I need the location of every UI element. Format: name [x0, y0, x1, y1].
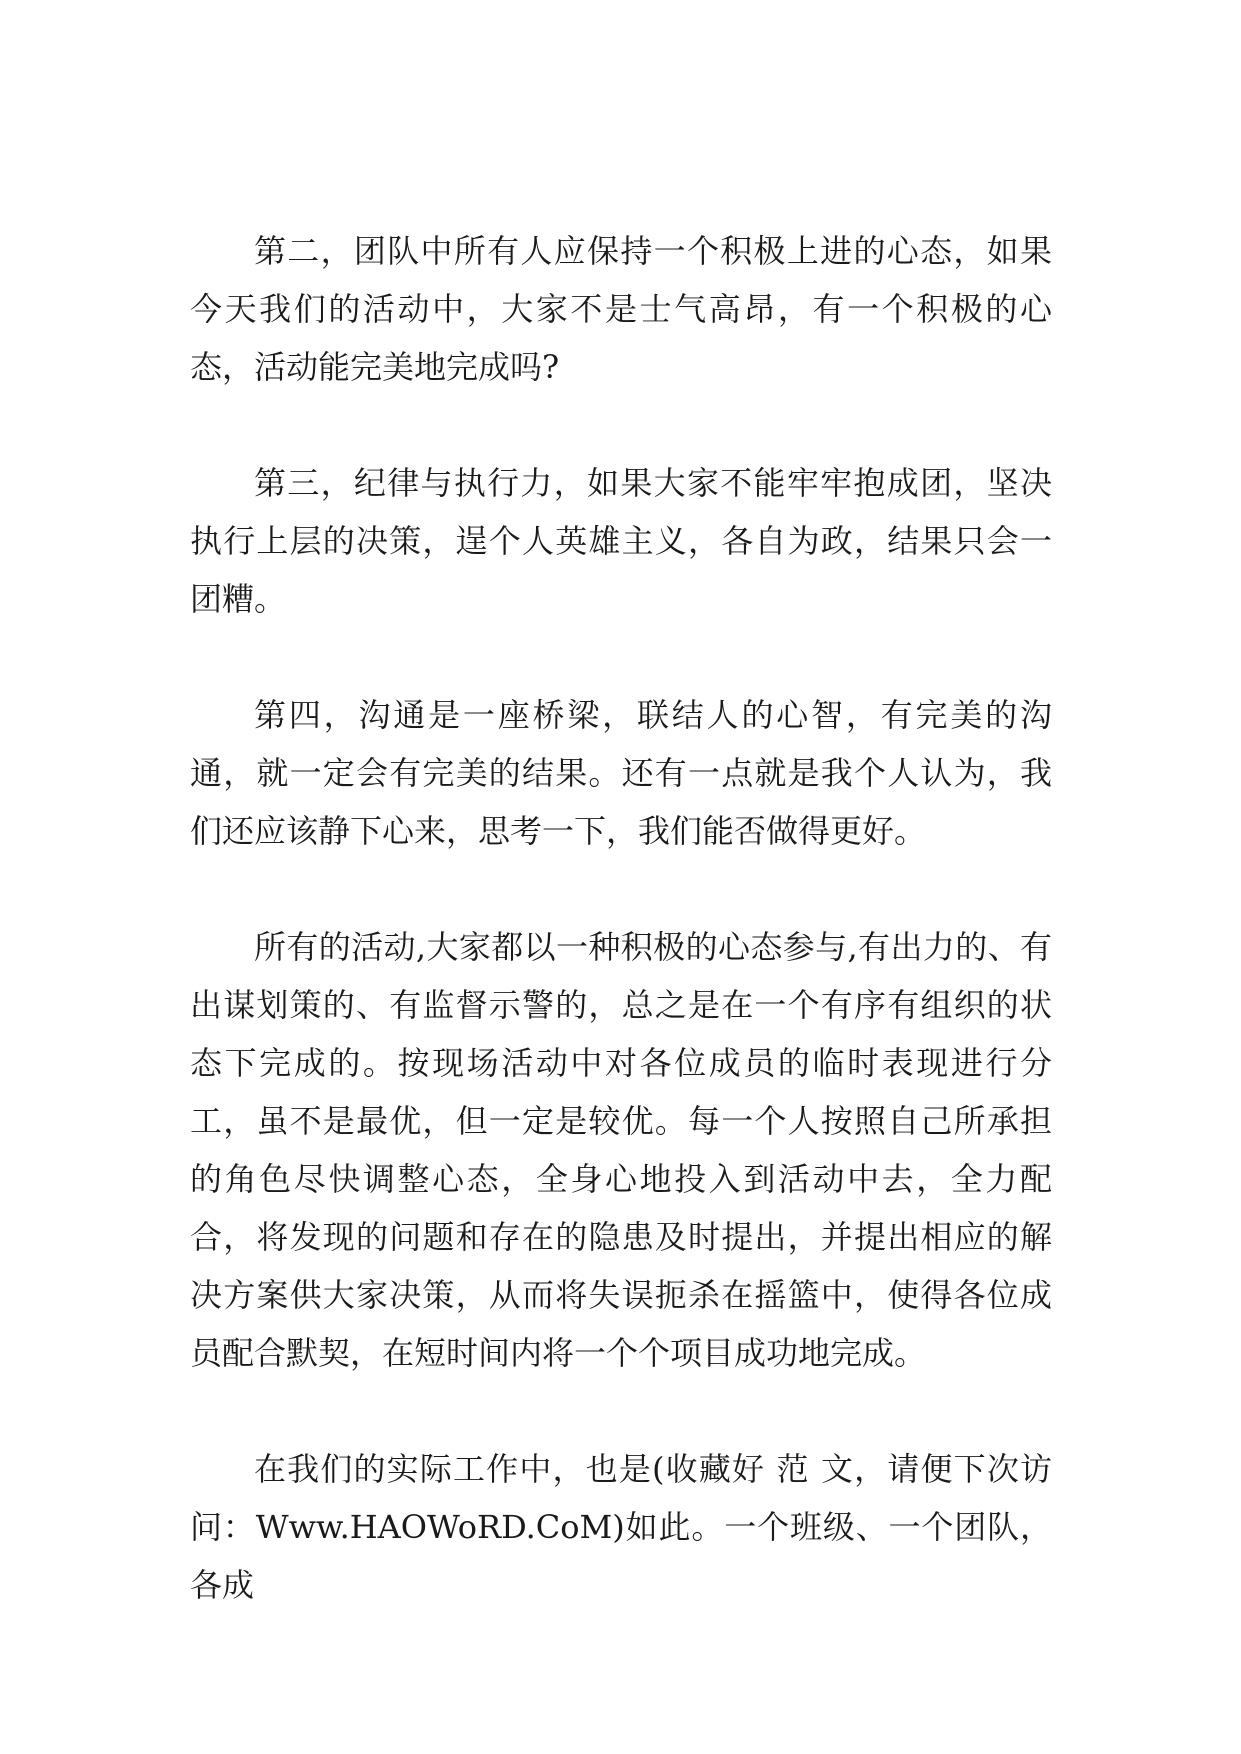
- paragraph-second-point: 第二，团队中所有人应保持一个积极上进的心态，如果今天我们的活动中，大家不是士气高昂，有一个积极的心态，活动能完美地完成吗?: [190, 232, 1052, 386]
- paragraph-activities-summary: 所有的活动,大家都以一种积极的心态参与,有出力的、有出谋划策的、有监督示警的，总之是在一个有序有组织的状态下完成的。按现场活动中对各位成员的临时表现进行分工，虽不是最优，但一定是较优。每一个人按照自己所承担的角色尽快调整心态，全身心地投入到活动中去，全力配合，将发现的问题和存在的隐患及时提出，并提出相应的解决方案供大家决策，从而将失误扼杀在摇篮中，使得各位成员配合默契，在短时间内将一个个项目成功地完成。: [190, 928, 1052, 1372]
- paragraph-fourth-point: 第四，沟通是一座桥梁，联结人的心智，有完美的沟通，就一定会有完美的结果。还有一点就是我个人认为，我们还应该静下心来，思考一下，我们能否做得更好。: [190, 696, 1052, 850]
- paragraph-work-application: 在我们的实际工作中，也是(收藏好 范 文，请便下次访问：Www.HAOWoRD.CoM)如此。一个班级、一个团队，各成: [190, 1450, 1052, 1604]
- paragraph-third-point: 第三，纪律与执行力，如果大家不能牢牢抱成团，坚决执行上层的决策，逞个人英雄主义，各自为政，结果只会一团糟。: [190, 464, 1052, 618]
- document-body: [190, 222, 1052, 1672]
